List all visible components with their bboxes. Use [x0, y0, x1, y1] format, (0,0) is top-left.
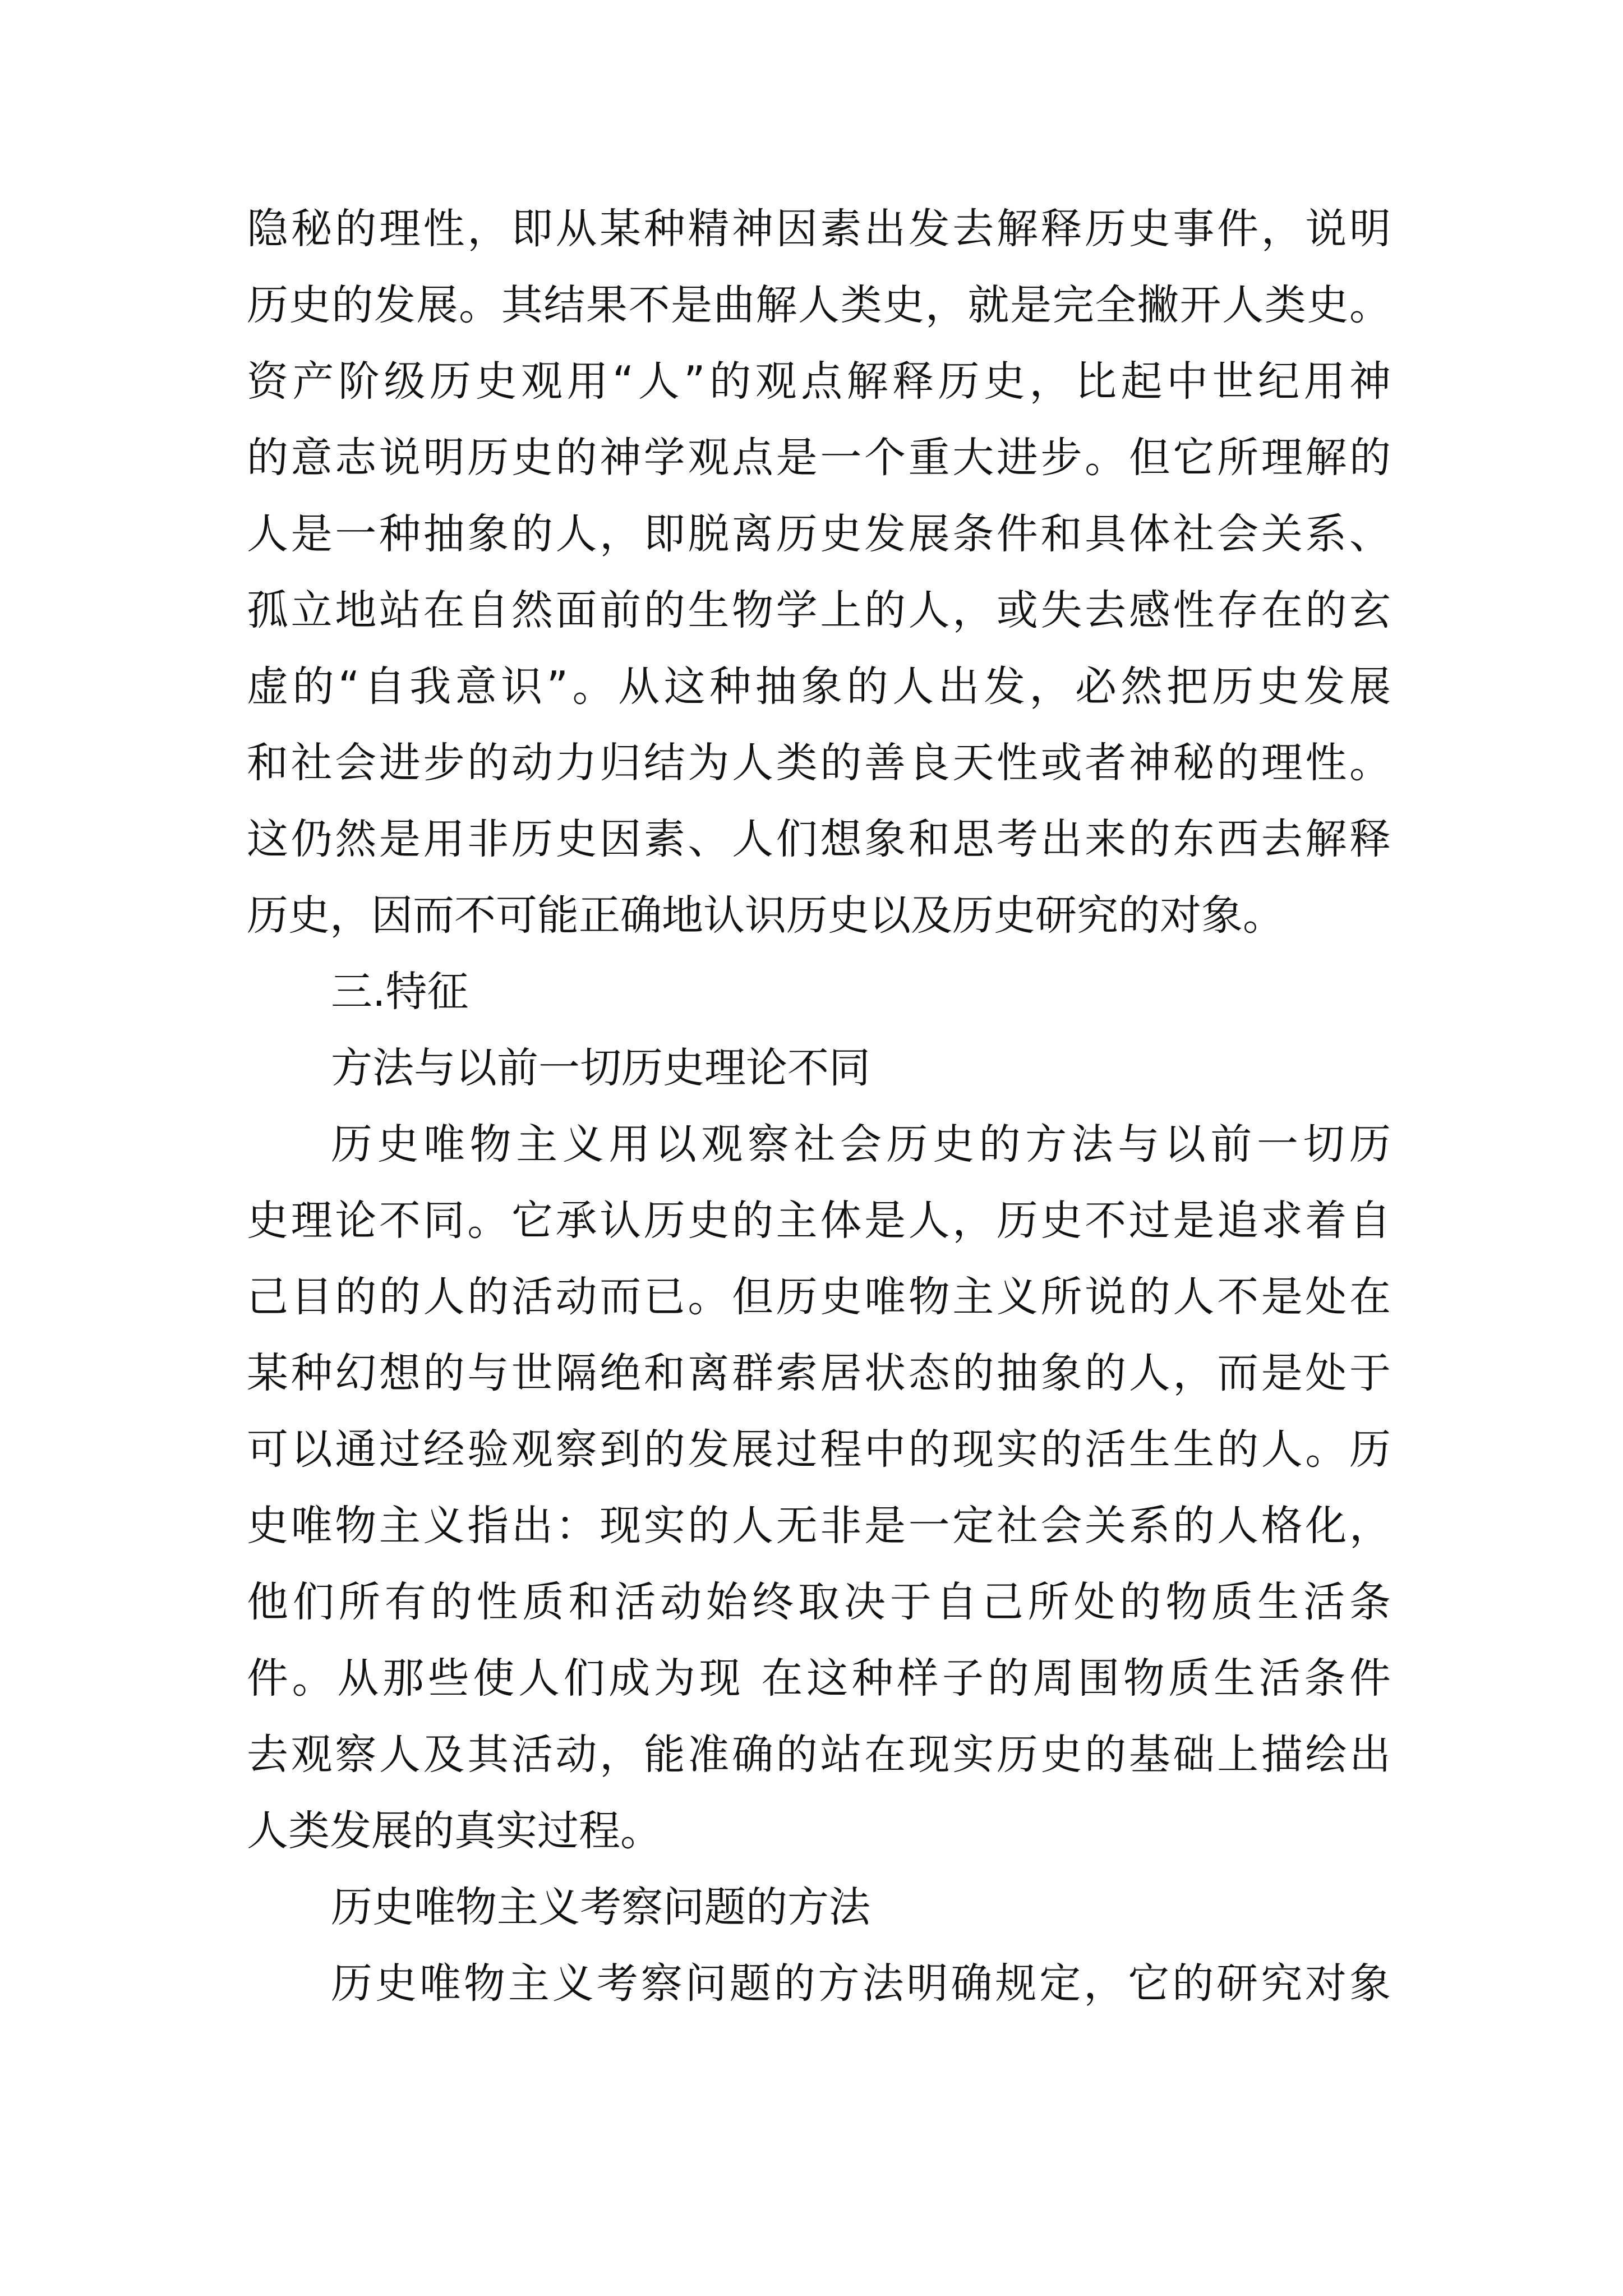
subsection-heading: 历史唯物主义考察问题的方法	[331, 1883, 870, 1931]
text-line: 资产阶级历史观用“人”的观点解释历史，比起中世纪用神	[247, 357, 1391, 406]
text-line: 史唯物主义指出：现实的人无非是一定社会关系的人格化，	[247, 1502, 1391, 1550]
text-line: 历史唯物主义用以观察社会历史的方法与以前一切历	[331, 1120, 1391, 1168]
text-line: 某种幻想的与世隔绝和离群索居状态的抽象的人，而是处于	[247, 1349, 1391, 1397]
text-line: 史理论不同。它承认历史的主体是人，历史不过是追求着自	[247, 1197, 1391, 1245]
text-line: 历史唯物主义考察问题的方法明确规定，它的研究对象	[331, 1959, 1391, 2008]
text-line: 孤立地站在自然面前的生物学上的人，或失去感性存在的玄	[247, 586, 1391, 634]
section-heading: 三.特征	[331, 968, 469, 1016]
text-line: 人类发展的真实过程。	[247, 1807, 662, 1855]
text-line: 可以通过经验观察到的发展过程中的现实的活生生的人。历	[247, 1425, 1391, 1474]
text-line: 隐秘的理性，即从某种精神因素出发去解释历史事件，说明	[247, 205, 1391, 253]
text-line: 历史，因而不可能正确地认识历史以及历史研究的对象。	[247, 891, 1284, 940]
text-line: 他们所有的性质和活动始终取决于自己所处的物质生活条	[247, 1578, 1391, 1626]
text-line: 这仍然是用非历史因素、人们想象和思考出来的东西去解释	[247, 815, 1391, 863]
text-line: 虚的“自我意识”。从这种抽象的人出发，必然把历史发展	[247, 662, 1391, 711]
text-line: 己目的的人的活动而已。但历史唯物主义所说的人不是处在	[247, 1273, 1391, 1321]
text-line: 人是一种抽象的人，即脱离历史发展条件和具体社会关系、	[247, 510, 1391, 558]
body-text	[247, 191, 1391, 2022]
text-line: 件。从那些使人们成为现 在这种样子的周围物质生活条件	[247, 1654, 1391, 1703]
subsection-heading: 方法与以前一切历史理论不同	[331, 1044, 870, 1092]
text-line: 和社会进步的动力归结为人类的善良天性或者神秘的理性。	[247, 739, 1391, 787]
text-line: 的意志说明历史的神学观点是一个重大进步。但它所理解的	[247, 434, 1391, 482]
text-line: 历史的发展。其结果不是曲解人类史，就是完全撇开人类史。	[247, 281, 1391, 329]
text-line: 去观察人及其活动，能准确的站在现实历史的基础上描绘出	[247, 1731, 1391, 1779]
